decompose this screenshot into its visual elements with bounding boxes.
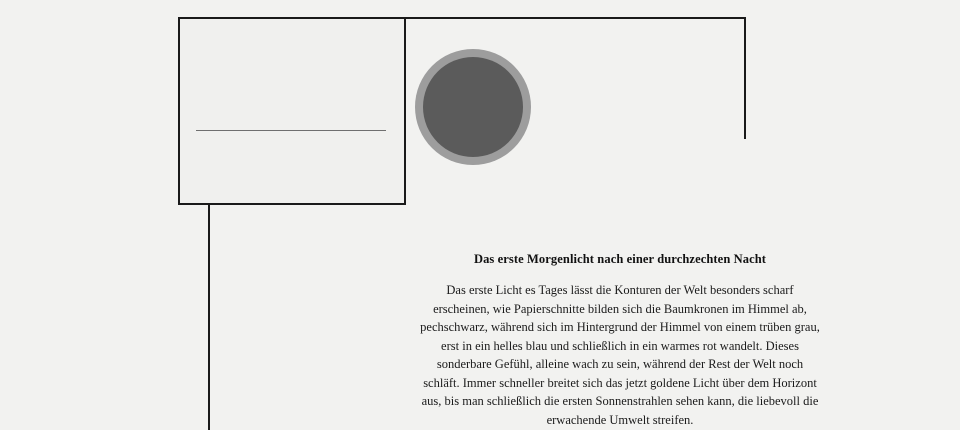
sun-disc-circle [423,57,523,157]
body-paragraph: Das erste Licht es Tages lässt die Konturen der Welt besonders scharf erscheinen, wie Papierschnitte bilden sich die Baumkronen im Himmel ab, pechschwarz, während sich im Hintergrund der Himmel von einem trüben grau, erst in ein helles blau und schließlich in ein warmes rot wandelt. Dieses sonderbare Gefühl, alleine wach zu sein, während der Rest der Welt noch schläft. Immer schneller breitet sich das jetzt goldene Licht über dem Horizont aus, bis man schließlich die ersten Sonnenstrahlen sehen kann, die liebevoll die erwachende Umwelt streifen. [420,283,820,427]
frame-right-vertical-stroke [744,17,746,139]
horizon-line [196,130,386,131]
illustration-panel [178,17,406,205]
long-vertical-stroke [208,205,210,430]
text-block [420,252,820,429]
headline: Das erste Morgenlicht nach einer durchzechten Nacht [473,252,767,266]
